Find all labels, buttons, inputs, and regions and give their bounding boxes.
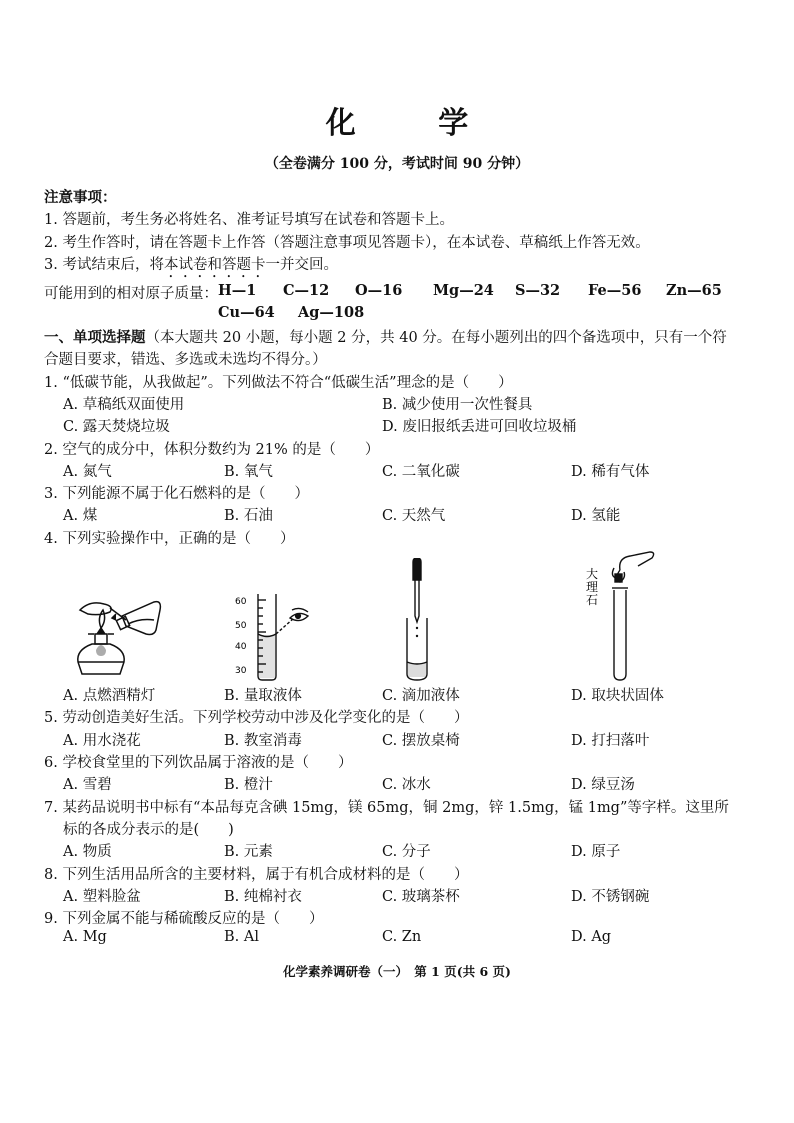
question-6-option-c: C. 冰水 (382, 777, 431, 793)
section-heading (44, 326, 727, 347)
marble-label: 理 (586, 580, 599, 594)
question-9-option-d: D. Ag (571, 929, 612, 945)
question-9-option-a: A. Mg (63, 929, 107, 945)
question-6-option-a: A. 雪碧 (63, 777, 112, 793)
question-2-option-c: C. 二氧化碳 (382, 464, 460, 480)
question-1-stem: 1. “低碳节能，从我做起”。下列做法不符合“低碳生活”理念的是（ ） (44, 375, 513, 391)
question-1-option-d: D. 废旧报纸丢进可回收垃圾桶 (382, 419, 577, 435)
atomic-mass-cu: Cu—64 (218, 304, 275, 321)
atomic-mass-label: 可能用到的相对原子质量： (44, 286, 218, 302)
question-9-option-b: B. Al (224, 929, 259, 945)
question-7-option-d: D. 原子 (571, 844, 621, 860)
page-footer: 化学素养调研卷（一） 第 1 页(共 6 页) (283, 964, 511, 979)
question-4-option-d: D. 取块状固体 (571, 688, 664, 704)
question-7-option-b: B. 元素 (224, 844, 273, 860)
question-3-option-b: B. 石油 (224, 508, 273, 524)
question-5-option-b: B. 教室消毒 (224, 733, 302, 749)
atomic-mass-ag: Ag—108 (298, 304, 365, 321)
notes-heading: 注意事项： (44, 189, 117, 206)
block-solid-figure (580, 548, 660, 682)
question-7-option-a: A. 物质 (63, 844, 112, 860)
question-1-option-b: B. 减少使用一次性餐具 (382, 397, 533, 413)
atomic-mass-s: S—32 (515, 282, 561, 299)
question-2-option-d: D. 稀有气体 (571, 464, 650, 480)
marble-label: 大 (586, 567, 599, 581)
cylinder-tick-label: 40 (235, 642, 247, 652)
question-2-option-b: B. 氧气 (224, 464, 273, 480)
question-8-option-d: D. 不锈钢碗 (571, 889, 650, 905)
marble-label: 石 (586, 593, 599, 607)
question-4-stem: 4. 下列实验操作中，正确的是（ ） (44, 531, 295, 547)
note-item-3-emphasis: 本试卷和答题卡 (163, 257, 266, 273)
question-8-option-b: B. 纯棉衬衣 (224, 889, 302, 905)
atomic-mass-mg: Mg—24 (433, 282, 494, 299)
question-3-option-d: D. 氢能 (571, 508, 621, 524)
question-5-option-d: D. 打扫落叶 (571, 733, 650, 749)
question-3-option-c: C. 天然气 (382, 508, 446, 524)
question-5-option-a: A. 用水浇花 (63, 733, 141, 749)
note-item-3-suffix: 一并交回。 (265, 257, 338, 273)
graduated-cylinder-figure (228, 590, 320, 682)
question-1-option-c: C. 露天焚烧垃圾 (63, 419, 170, 435)
question-8-stem: 8. 下列生活用品所含的主要材料，属于有机合成材料的是（ ） (44, 867, 469, 883)
question-7-option-c: C. 分子 (382, 844, 431, 860)
question-4-option-b: B. 量取液体 (224, 688, 302, 704)
atomic-mass-o: O—16 (355, 282, 403, 299)
section-title: 一、单项选择题 (44, 329, 146, 346)
question-4-option-c: C. 滴加液体 (382, 688, 460, 704)
alcohol-lamp-figure (70, 590, 165, 682)
note-item-2: 2. 考生作答时，请在答题卡上作答（答题注意事项见答题卡），在本试卷、草稿纸上作答无效。 (44, 235, 650, 251)
atomic-mass-zn: Zn—65 (666, 282, 722, 299)
question-8-option-c: C. 玻璃茶杯 (382, 889, 460, 905)
question-3-stem: 3. 下列能源不属于化石燃料的是（ ） (44, 486, 309, 502)
question-7-stem: 7. 某药品说明书中标有“本品每克含碘 15mg，镁 65mg，铜 2mg，锌 1.5mg，锰 1mg”等字样。这里所 (44, 800, 729, 816)
cylinder-tick-label: 30 (235, 666, 247, 676)
question-1-option-a: A. 草稿纸双面使用 (63, 397, 185, 413)
section-desc-1: （本大题共 20 小题，每小题 2 分，共 40 分。在每小题列出的四个备选项中，只有一个符 (145, 330, 727, 346)
atomic-mass-fe: Fe—56 (588, 282, 642, 299)
note-item-3 (44, 253, 338, 281)
question-7-stem-cont: 标的各成分表示的是( ) (63, 822, 234, 838)
cylinder-tick-label: 60 (235, 597, 247, 607)
question-5-stem: 5. 劳动创造美好生活。下列学校劳动中涉及化学变化的是（ ） (44, 710, 469, 726)
question-2-option-a: A. 氮气 (63, 464, 112, 480)
exam-info: （全卷满分 100 分，考试时间 90 分钟） (264, 156, 530, 172)
question-9-stem: 9. 下列金属不能与稀硫酸反应的是（ ） (44, 911, 324, 927)
question-8-option-a: A. 塑料脸盆 (63, 889, 141, 905)
page-title: 化 学 (325, 106, 505, 141)
note-item-1: 1. 答题前，考生务必将姓名、准考证号填写在试卷和答题卡上。 (44, 212, 454, 228)
question-3-option-a: A. 煤 (63, 508, 98, 524)
dropper-figure (395, 558, 445, 682)
question-6-option-d: D. 绿豆汤 (571, 777, 635, 793)
note-item-3-prefix: 3. 考试结束后，将 (44, 257, 164, 273)
question-2-stem: 2. 空气的成分中，体积分数约为 21% 的是（ ） (44, 442, 380, 458)
question-6-option-b: B. 橙汁 (224, 777, 273, 793)
atomic-mass-h: H—1 (218, 282, 257, 299)
cylinder-tick-label: 50 (235, 621, 247, 631)
question-6-stem: 6. 学校食堂里的下列饮品属于溶液的是（ ） (44, 755, 353, 771)
question-5-option-c: C. 摆放桌椅 (382, 733, 460, 749)
atomic-mass-c: C—12 (283, 282, 330, 299)
section-desc-2: 合题目要求，错选、多选或未选均不得分。） (44, 352, 327, 368)
question-4-option-a: A. 点燃酒精灯 (63, 688, 156, 704)
question-9-option-c: C. Zn (382, 929, 422, 945)
